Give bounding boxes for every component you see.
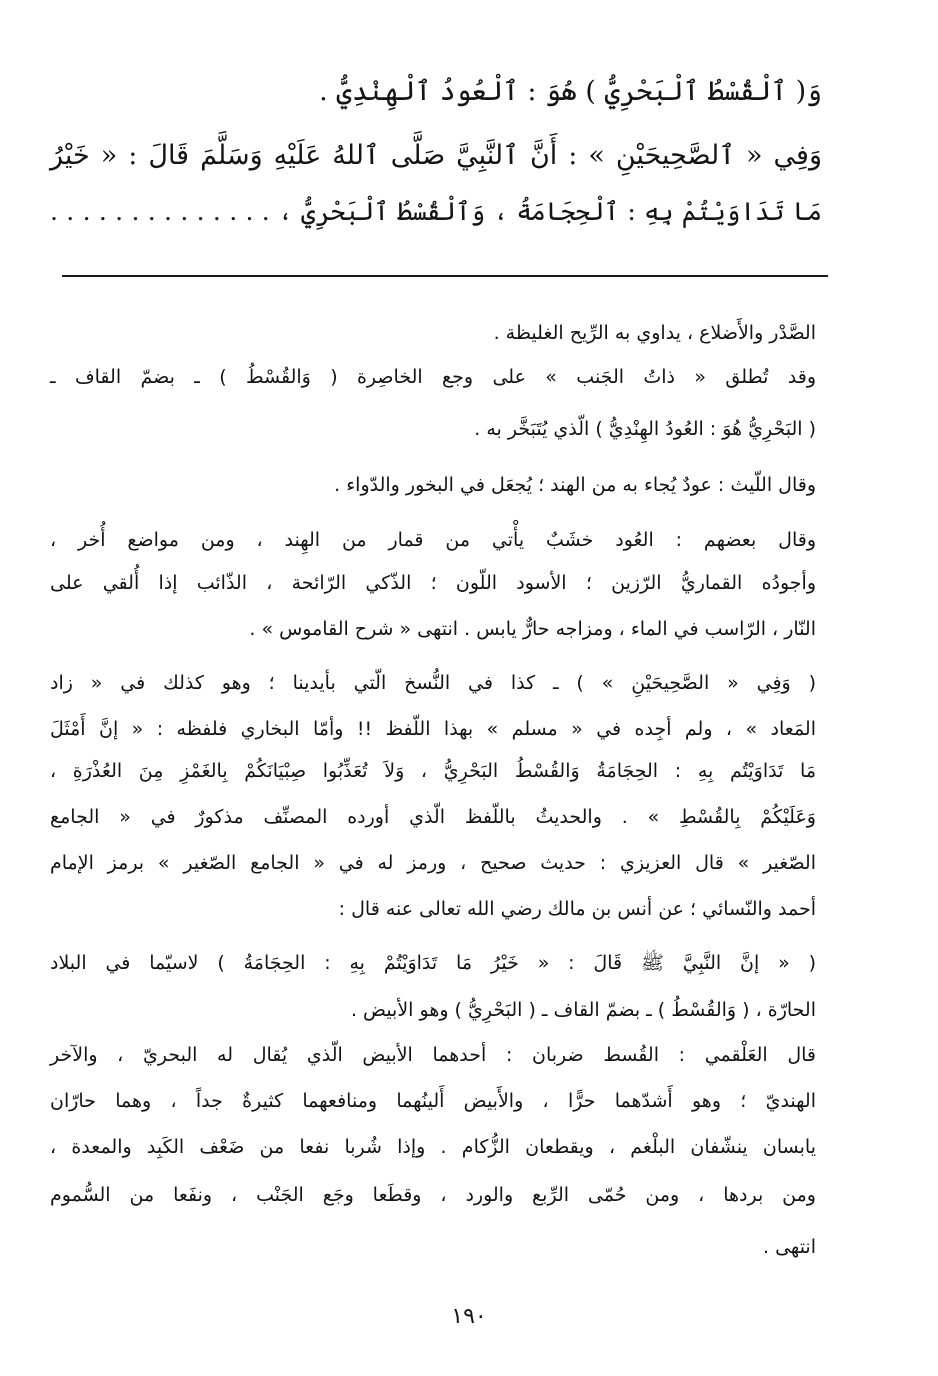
- footnote-line: ( « إنَّ النَّبِيَّ ﷺ قَالَ : « خَيْرُ مَا تَدَاوَيْتُمْ بِهِ : الحِجَامَةُ ) لاسيّما في البلاد: [50, 952, 816, 974]
- footnote-line: الحارّة ، ( وَالقُسْطُ ) ـ بضمّ القاف ـ ( البَحْرِيُّ ) وهو الأبيض .: [350, 999, 816, 1021]
- footnote-line: الصَّدْر والأَضلاع ، يداوي به الرِّيح الغليظة .: [493, 322, 816, 344]
- footnote-line: مَا تَدَاوَيْتُم بِهِ : الحِجَامَةُ وَالقُسْطُ البَحْرِيُّ ، وَلاَ تُعَذِّبُوا صِبْيَانَكُمْ بِالغَمْزِ مِنَ العُذْرَةِ ،: [50, 760, 816, 782]
- footnote-line: وقد تُطلق « ذاتُ الجَنب » على وجع الخاصِرة ( وَالقُسْطُ ) ـ بضمّ القاف ـ: [50, 366, 816, 388]
- footnote-line: النّار ، الرّاسب في الماء ، ومزاجه حارٌّ يابس . انتهى « شرح القاموس » .: [249, 618, 816, 640]
- footnote-line: وَعَلَيْكُمْ بِالقُسْطِ » . والحديثُ باللّفظ الّذي أورده المصنِّف مذكورٌ في « الجامع: [50, 806, 816, 828]
- footnote-line: قال العَلْقمي : القُسط ضربان : أحدهما الأبيض الّذي يُقال له البحريّ ، والآخر: [50, 1044, 816, 1066]
- footnote-line: وقال بعضهم : العُود خشَبٌ يأْتي من قمار من الهِند ، ومن مواضع أُخر ،: [50, 529, 816, 551]
- footnote-line: ( البَحْرِيُّ هُوَ : العُودُ الهِنْدِيُّ ) الّذي يُتَبَخَّر به .: [474, 418, 816, 440]
- footnote-line: ومن بردها ، ومن حُمّى الرِّبع والورد ، وقطَعا وجَع الجَنْب ، ونفَعا من السُّموم: [50, 1184, 816, 1206]
- footnote-line: انتهى .: [763, 1236, 816, 1258]
- main-text-line: وَفِي « ٱلصَّحِيحَيْنِ » : أَنَّ ٱلنَّبِيَّ صَلَّى ٱللهُ عَلَيْهِ وَسَلَّمَ قَالَ : « خَيْرُ: [50, 140, 822, 171]
- footnote-line: المَعاد » ، ولم أجِده في « مسلم » بهذا اللّفظ !! وأمّا البخاري فلفظه : « إنَّ أَمْثَلَ: [50, 718, 816, 740]
- footnote-line: وقال اللّيث : عودٌ يُجاء به من الهند ؛ يُجعَل في البخور والدّواء .: [334, 474, 816, 496]
- footnote-line: يابسان ينشّفان البلْغم ، ويقطعان الزُّكام . وإذا شُربا نفعا من ضَعْف الكَبِد والمعدة ،: [50, 1136, 816, 1158]
- footnote-line: ( وَفِي « الصَّحِيحَيْنِ » ) ـ كذا في النُّسخ الّتي بأيدينا ؛ وهو كذلك في « زاد: [50, 672, 816, 694]
- footnote-line: الصّغير » قال العزيزي : حديث صحيح ، ورمز له في « الجامع الصّغير » برمز الإمام: [50, 852, 816, 874]
- footnote-line: وأجودُه القماريُّ الرّزين ؛ الأسود اللّون ؛ الذّكي الرّائحة ، الذّائب إذا أُلقي على: [50, 572, 816, 594]
- footnote-line: الهنديّ ؛ وهو أَشدّهما حرًّا ، والأَبيض أَلينُهما ومنافعهما كثيرةٌ جداً ، وهما حارّان: [50, 1090, 816, 1112]
- footnote-separator: [62, 275, 828, 277]
- main-text-line: وَ( ٱلْقُسْطُ ٱلْبَحْرِيُّ ) هُوَ : ٱلْعُودُ ٱلْهِنْدِيُّ .: [319, 76, 822, 107]
- page-number: ١٩٠: [451, 1304, 487, 1329]
- footnote-line: أحمد والنّسائي ؛ عن أنس بن مالك رضي الله تعالى عنه قال :: [338, 898, 816, 920]
- main-text-line: مَا تَدَاوَيْتُمْ بِهِ : ٱلْحِجَامَةُ ، وَٱلْقُسْطُ ٱلْبَحْرِيُّ ، . . . . . . . . . . . . . .: [50, 197, 822, 226]
